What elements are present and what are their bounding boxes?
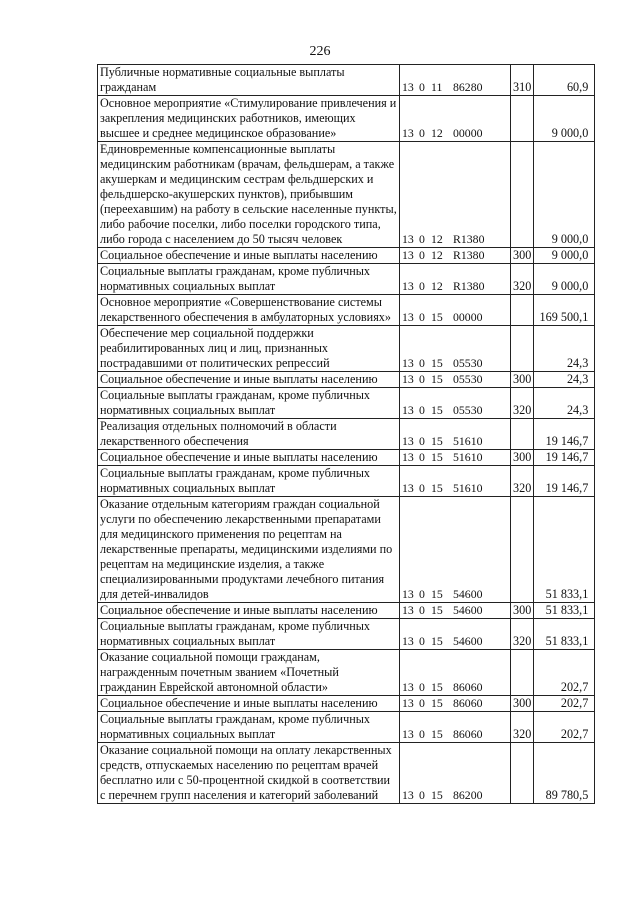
- code-event: 15: [431, 450, 443, 464]
- row-target-code: [400, 248, 511, 264]
- code-subprogram: 0: [419, 126, 425, 140]
- row-target-code: [400, 295, 511, 326]
- table-row: [98, 248, 595, 264]
- table-row: [98, 264, 595, 295]
- row-name: Социальные выплаты гражданам, кроме публичных нормативных социальных выплат: [98, 712, 400, 743]
- row-expense-type: 320: [511, 619, 534, 650]
- row-amount: 202,7: [534, 650, 595, 696]
- table-row: [98, 603, 595, 619]
- row-expense-type: 300: [511, 450, 534, 466]
- code-subprogram: 0: [419, 372, 425, 386]
- code-program: 13: [402, 356, 414, 370]
- code-event: 12: [431, 126, 443, 140]
- row-expense-type: [511, 419, 534, 450]
- code-direction: 86060: [453, 680, 483, 694]
- row-target-code: [400, 497, 511, 603]
- code-program: 13: [402, 372, 414, 386]
- code-subprogram: 0: [419, 310, 425, 324]
- row-amount: 24,3: [534, 372, 595, 388]
- row-amount: 51 833,1: [534, 497, 595, 603]
- row-expense-type: [511, 743, 534, 804]
- page-number: 226: [309, 44, 331, 59]
- code-direction: 86200: [453, 788, 483, 802]
- row-target-code: [400, 743, 511, 804]
- row-expense-type: 320: [511, 264, 534, 295]
- code-program: 13: [402, 603, 414, 617]
- table-row: [98, 372, 595, 388]
- table-row: [98, 419, 595, 450]
- row-expense-type: [511, 650, 534, 696]
- code-event: 15: [431, 696, 443, 710]
- table-row: [98, 466, 595, 497]
- row-name: Публичные нормативные социальные выплаты гражданам: [98, 65, 400, 96]
- row-target-code: [400, 96, 511, 142]
- code-event: 15: [431, 680, 443, 694]
- row-name: Социальное обеспечение и иные выплаты населению: [98, 372, 400, 388]
- row-name: Социальное обеспечение и иные выплаты населению: [98, 248, 400, 264]
- code-subprogram: 0: [419, 403, 425, 417]
- row-amount: 19 146,7: [534, 419, 595, 450]
- code-program: 13: [402, 680, 414, 694]
- row-name: Социальные выплаты гражданам, кроме публичных нормативных социальных выплат: [98, 264, 400, 295]
- code-event: 11: [431, 80, 443, 94]
- row-amount: 51 833,1: [534, 603, 595, 619]
- row-expense-type: 320: [511, 466, 534, 497]
- code-event: 15: [431, 372, 443, 386]
- row-expense-type: [511, 142, 534, 248]
- row-target-code: [400, 326, 511, 372]
- row-expense-type: 320: [511, 388, 534, 419]
- code-direction: 05530: [453, 356, 483, 370]
- row-name: Основное мероприятие «Совершенствование системы лекарственного обеспечения в амбулаторных условиях»: [98, 295, 400, 326]
- table-row: [98, 619, 595, 650]
- code-subprogram: 0: [419, 279, 425, 293]
- row-name: Оказание социальной помощи гражданам, награжденным почетным званием «Почетный гражданин Еврейской автономной области»: [98, 650, 400, 696]
- code-direction: 51610: [453, 434, 483, 448]
- code-program: 13: [402, 310, 414, 324]
- row-name: Социальное обеспечение и иные выплаты населению: [98, 696, 400, 712]
- row-name: Социальное обеспечение и иные выплаты населению: [98, 603, 400, 619]
- code-program: 13: [402, 788, 414, 802]
- code-direction: 54600: [453, 587, 483, 601]
- row-expense-type: [511, 295, 534, 326]
- code-subprogram: 0: [419, 603, 425, 617]
- code-subprogram: 0: [419, 727, 425, 741]
- table-row: [98, 142, 595, 248]
- row-amount: 9 000,0: [534, 248, 595, 264]
- code-program: 13: [402, 481, 414, 495]
- table-row: [98, 497, 595, 603]
- code-event: 15: [431, 481, 443, 495]
- row-expense-type: [511, 96, 534, 142]
- row-target-code: [400, 619, 511, 650]
- row-name: Социальные выплаты гражданам, кроме публичных нормативных социальных выплат: [98, 619, 400, 650]
- table-row: [98, 388, 595, 419]
- code-subprogram: 0: [419, 696, 425, 710]
- row-amount: 202,7: [534, 696, 595, 712]
- code-event: 15: [431, 403, 443, 417]
- row-amount: 169 500,1: [534, 295, 595, 326]
- code-event: 12: [431, 232, 443, 246]
- code-direction: 51610: [453, 450, 483, 464]
- code-program: 13: [402, 248, 414, 262]
- row-expense-type: [511, 326, 534, 372]
- code-direction: R1380: [453, 232, 485, 246]
- row-target-code: [400, 603, 511, 619]
- row-amount: 24,3: [534, 326, 595, 372]
- table-row: [98, 696, 595, 712]
- code-event: 15: [431, 587, 443, 601]
- code-program: 13: [402, 696, 414, 710]
- row-target-code: [400, 650, 511, 696]
- code-program: 13: [402, 587, 414, 601]
- row-amount: 19 146,7: [534, 450, 595, 466]
- row-target-code: [400, 466, 511, 497]
- code-subprogram: 0: [419, 587, 425, 601]
- code-subprogram: 0: [419, 80, 425, 94]
- code-direction: R1380: [453, 279, 485, 293]
- table-row: [98, 712, 595, 743]
- row-name: Социальные выплаты гражданам, кроме публичных нормативных социальных выплат: [98, 388, 400, 419]
- code-direction: 86060: [453, 696, 483, 710]
- code-program: 13: [402, 403, 414, 417]
- row-amount: 19 146,7: [534, 466, 595, 497]
- code-direction: 51610: [453, 481, 483, 495]
- table-row: [98, 650, 595, 696]
- row-expense-type: 310: [511, 65, 534, 96]
- row-amount: 51 833,1: [534, 619, 595, 650]
- table-row: [98, 326, 595, 372]
- table-row: [98, 743, 595, 804]
- row-target-code: [400, 142, 511, 248]
- code-subprogram: 0: [419, 434, 425, 448]
- table-body: [98, 65, 595, 804]
- code-event: 12: [431, 279, 443, 293]
- row-name: Социальные выплаты гражданам, кроме публичных нормативных социальных выплат: [98, 466, 400, 497]
- code-direction: 00000: [453, 126, 483, 140]
- budget-table: [97, 64, 595, 804]
- table-row: [98, 450, 595, 466]
- row-target-code: [400, 388, 511, 419]
- code-subprogram: 0: [419, 481, 425, 495]
- code-direction: 86060: [453, 727, 483, 741]
- row-expense-type: 300: [511, 603, 534, 619]
- code-subprogram: 0: [419, 634, 425, 648]
- row-target-code: [400, 450, 511, 466]
- table-row: [98, 65, 595, 96]
- code-event: 15: [431, 356, 443, 370]
- code-event: 12: [431, 248, 443, 262]
- row-target-code: [400, 264, 511, 295]
- row-amount: 9 000,0: [534, 142, 595, 248]
- code-event: 15: [431, 634, 443, 648]
- row-amount: 202,7: [534, 712, 595, 743]
- row-expense-type: 300: [511, 248, 534, 264]
- code-direction: 05530: [453, 372, 483, 386]
- code-event: 15: [431, 310, 443, 324]
- row-target-code: [400, 696, 511, 712]
- row-name: Основное мероприятие «Стимулирование привлечения и закрепления медицинских работников, имеющих высшее и среднее медицинское образование»: [98, 96, 400, 142]
- row-name: Оказание социальной помощи на оплату лекарственных средств, отпускаемых населению по рецептам врачей бесплатно или с 50-процентной скидкой в соответствии с перечнем групп населения и категорий заболеваний: [98, 743, 400, 804]
- code-program: 13: [402, 232, 414, 246]
- row-name: Социальное обеспечение и иные выплаты населению: [98, 450, 400, 466]
- table-row: [98, 295, 595, 326]
- row-expense-type: 300: [511, 372, 534, 388]
- code-program: 13: [402, 279, 414, 293]
- code-program: 13: [402, 727, 414, 741]
- row-name: Оказание отдельным категориям граждан социальной услуги по обеспечению лекарственными препаратами для медицинского применения по рецептам на лекарственные препараты, медицинскими изделиями по рецептам на медицинские изделия, а также специализированными продуктами лечебного питания для детей-инвалидов: [98, 497, 400, 603]
- code-direction: 54600: [453, 603, 483, 617]
- row-expense-type: 320: [511, 712, 534, 743]
- row-expense-type: [511, 497, 534, 603]
- row-amount: 24,3: [534, 388, 595, 419]
- code-direction: 54600: [453, 634, 483, 648]
- code-program: 13: [402, 80, 414, 94]
- row-amount: 60,9: [534, 65, 595, 96]
- row-name: Обеспечение мер социальной поддержки реабилитированных лиц и лиц, признанных пострадавшими от политических репрессий: [98, 326, 400, 372]
- code-direction: 00000: [453, 310, 483, 324]
- code-direction: R1380: [453, 248, 485, 262]
- table-row: [98, 96, 595, 142]
- code-subprogram: 0: [419, 450, 425, 464]
- row-expense-type: 300: [511, 696, 534, 712]
- code-event: 15: [431, 603, 443, 617]
- code-program: 13: [402, 450, 414, 464]
- row-amount: 89 780,5: [534, 743, 595, 804]
- code-program: 13: [402, 126, 414, 140]
- row-target-code: [400, 419, 511, 450]
- row-amount: 9 000,0: [534, 96, 595, 142]
- row-amount: 9 000,0: [534, 264, 595, 295]
- row-target-code: [400, 65, 511, 96]
- code-program: 13: [402, 634, 414, 648]
- code-event: 15: [431, 788, 443, 802]
- code-subprogram: 0: [419, 232, 425, 246]
- row-target-code: [400, 712, 511, 743]
- code-subprogram: 0: [419, 680, 425, 694]
- code-event: 15: [431, 434, 443, 448]
- code-direction: 86280: [453, 80, 483, 94]
- code-subprogram: 0: [419, 356, 425, 370]
- row-target-code: [400, 372, 511, 388]
- code-event: 15: [431, 727, 443, 741]
- code-subprogram: 0: [419, 788, 425, 802]
- code-direction: 05530: [453, 403, 483, 417]
- row-name: Единовременные компенсационные выплаты медицинским работникам (врачам, фельдшерам, а также акушеркам и медицинским сестрам фельдшерских и фельдшерско-акушерских пунктов), прибывшим (переехавшим) на работу в сельские населенные пункты, либо рабочие поселки, либо поселки городского типа, либо города с населением до 50 тысяч человек: [98, 142, 400, 248]
- code-subprogram: 0: [419, 248, 425, 262]
- code-program: 13: [402, 434, 414, 448]
- row-name: Реализация отдельных полномочий в области лекарственного обеспечения: [98, 419, 400, 450]
